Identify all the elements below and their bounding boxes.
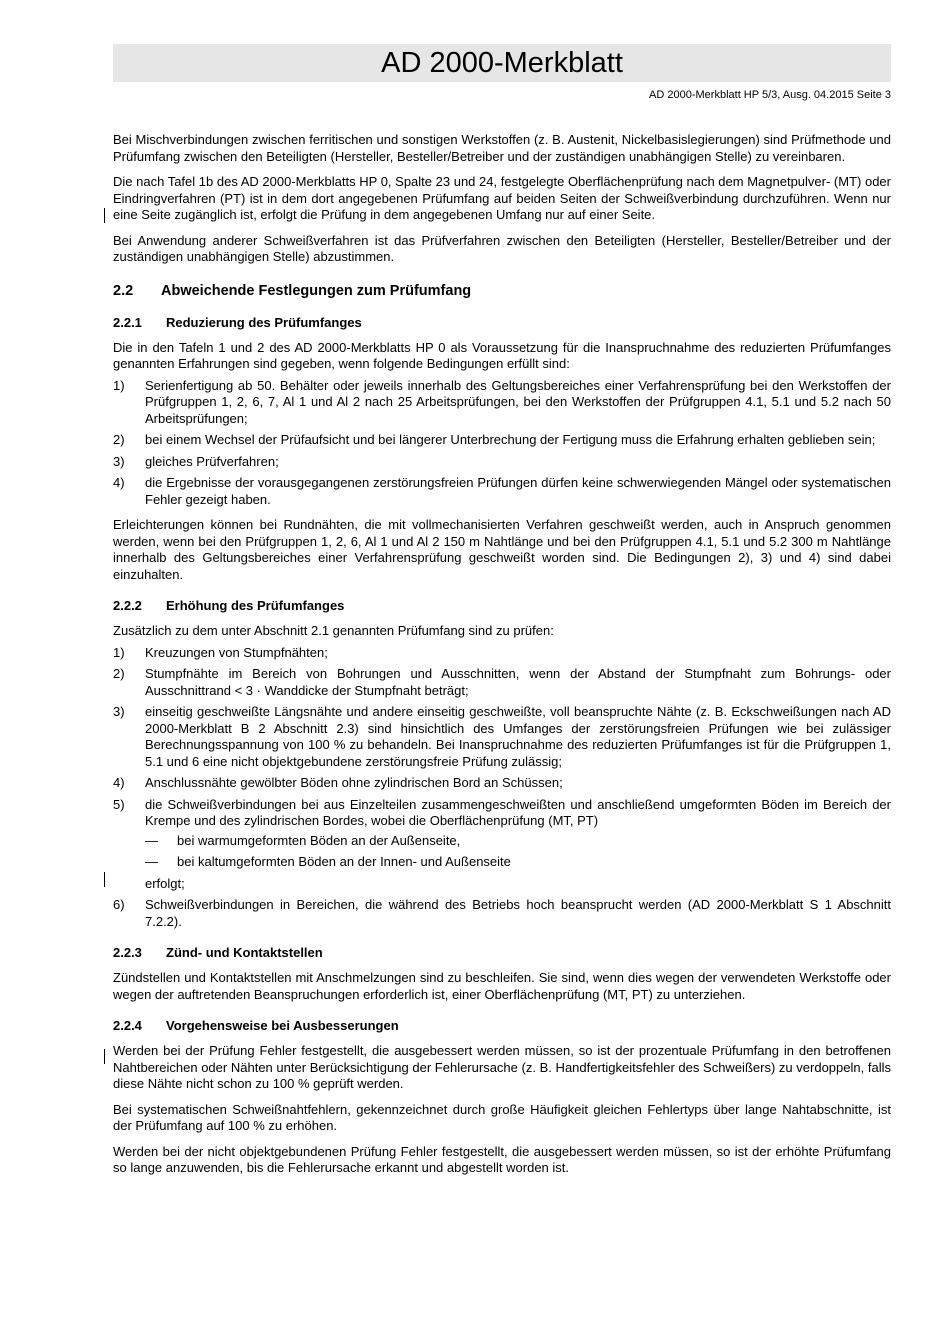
dash-text: bei warmumgeformten Böden an der Außenseite, [177, 832, 461, 848]
item-number: 1) [113, 644, 125, 660]
dash-item [145, 833, 891, 850]
section-title: Reduzierung des Prüfumfanges [166, 314, 362, 330]
section-heading-2-2-1 [113, 315, 891, 331]
section-heading-2-2-3 [113, 945, 891, 961]
list-item [113, 378, 891, 428]
list-item [113, 645, 891, 662]
item-text: einseitig geschweißte Längsnähte und andere einseitig geschweißte, voll beanspruchte Nähte (z. B. Eckschweißungen nach AD 2000-Merkblatt B 2 Abschnitt 2.3) sind hinsichtlich des Umfanges der zerstörungsfreien Prüfungen wie bei zulässiger Berechnungsspannung von 100 % zu behandeln. Bei Inanspruchnahme des reduzierten Prüfumfanges ist für die Prüfgruppen 1, 5.1 und 6 eine nicht objektgebundene zerstörungsfreie Prüfung zulässig; [145, 704, 891, 769]
section-title: Vorgehensweise bei Ausbesserungen [166, 1018, 399, 1033]
paragraph: Zusätzlich zu dem unter Abschnitt 2.1 genannten Prüfumfang sind zu prüfen: [113, 623, 554, 638]
list-item [113, 475, 891, 508]
item-text: die Ergebnisse der vorausgegangenen zerstörungsfreien Prüfungen dürfen keine schwerwiegenden Mängel oder systematischen Fehler gezeigt haben. [145, 475, 891, 507]
list-item [113, 666, 891, 699]
list-item [113, 454, 891, 471]
condition-list [113, 378, 891, 509]
item-number: 2) [113, 432, 125, 447]
dash-marker: — [145, 854, 158, 869]
item-text: die Schweißverbindungen bei aus Einzelteilen zusammengeschweißten und anschließend umgeformten Böden im Bereich der Krempe und des zylindrischen Bordes, wobei die Oberflächenprüfung (MT, PT) [145, 796, 891, 828]
change-bar [104, 1049, 105, 1064]
dash-text: bei kaltumgeformten Böden an der Innen- und Außenseite [177, 854, 511, 869]
section-number: 2.2.2 [113, 598, 142, 613]
item-text: Stumpfnähte im Bereich von Bohrungen und Ausschnitten, wenn der Abstand der Stumpfnaht zum Bohrungs- oder Ausschnittrand < 3 · Wanddicke der Stumpfnaht beträgt; [145, 666, 891, 698]
list-item [113, 897, 891, 930]
list-item [113, 432, 891, 449]
dash-conclusion: erfolgt; [145, 875, 185, 891]
item-number: 5) [113, 796, 125, 812]
item-number: 1) [113, 377, 125, 393]
paragraph: Werden bei der nicht objektgebundenen Prüfung Fehler festgestellt, die ausgebessert werden müssen, so ist der erhöhte Prüfumfang so lange anzuwenden, bis die Fehlerursache erkannt und abgestellt worden ist. [113, 1143, 891, 1175]
item-number: 6) [113, 897, 125, 912]
section-heading-2-2 [113, 282, 891, 300]
paragraph: Zündstellen und Kontaktstellen mit Anschmelzungen sind zu beschleifen. Sie sind, wenn dies wegen der verwendeten Werkstoffe oder wegen der auftretenden Beanspruchungen erforderlich ist, einer Oberflächenprüfung (MT, PT) zu unterziehen. [113, 970, 891, 1002]
item-number: 4) [113, 775, 125, 790]
paragraph: Werden bei der Prüfung Fehler festgestellt, die ausgebessert werden müssen, so ist der prozentuale Prüfumfang in den betroffenen Nahtbereichen oder Nähten unter Berücksichtigung der Fehlerursache (z. B. Handfertigkeitsfehler des Schweißers) zu verdoppeln, falls diese Nähte nicht schon zu 100 % geprüft werden. [113, 1043, 891, 1091]
item-text: gleiches Prüfverfahren; [145, 453, 279, 469]
section-title: Abweichende Festlegungen zum Prüfumfang [161, 282, 472, 299]
item-number: 4) [113, 475, 125, 490]
section-heading-2-2-4 [113, 1018, 891, 1034]
item-text: bei einem Wechsel der Prüfaufsicht und bei längerer Unterbrechung der Fertigung muss die Erfahrung erhalten geblieben sein; [145, 432, 876, 447]
item-text-block [145, 797, 891, 893]
change-bar [104, 208, 105, 223]
list-item [113, 775, 891, 792]
section-number: 2.2.1 [113, 314, 142, 330]
item-number: 3) [113, 453, 125, 469]
item-number: 3) [113, 704, 125, 719]
change-bar [104, 872, 105, 887]
section-heading-2-2-2 [113, 598, 891, 614]
list-item [113, 704, 891, 770]
dash-marker: — [145, 832, 158, 848]
item-text: Schweißverbindungen in Bereichen, die während des Betriebs hoch beansprucht werden (AD 2000-Merkblatt S 1 Abschnitt 7.2.2). [145, 897, 891, 929]
section-number: 2.2 [113, 282, 134, 299]
list-item [113, 797, 891, 893]
paragraph: Die in den Tafeln 1 und 2 des AD 2000-Merkblatts HP 0 als Voraussetzung für die Inanspruchnahme des reduzierten Prüfumfanges genannten Erfahrungen sind gegeben, wenn folgende Bedingungen erfüllt sind: [113, 339, 891, 371]
document-title: AD 2000-Merkblatt [381, 47, 623, 79]
paragraph: Bei Mischverbindungen zwischen ferritischen und sonstigen Werkstoffen (z. B. Austenit, Nickelbasislegierungen) sind Prüfmethode und Prüfumfang zwischen den Beteiligten (Hersteller, Besteller/Betreiber und der zuständigen unabhängigen Stelle) zu vereinbaren. [113, 132, 891, 164]
section-number: 2.2.3 [113, 945, 142, 960]
item-number: 2) [113, 666, 125, 681]
paragraph: Die nach Tafel 1b des AD 2000-Merkblatts HP 0, Spalte 23 und 24, festgelegte Oberflächenprüfung nach dem Magnetpulver- (MT) oder Eindringverfahren (PT) ist in dem dort angegebenen Prüfumfang auf beiden Seiten der Schweißverbindung durchzuführen. Wenn nur eine Seite zugänglich ist, erfolgt die Prüfung in dem angegebenen Umfang nur auf einer Seite. [113, 174, 891, 222]
dash-item [145, 854, 891, 871]
section-title: Zünd- und Kontaktstellen [166, 945, 323, 960]
section-title: Erhöhung des Prüfumfanges [166, 598, 345, 613]
section-number: 2.2.4 [113, 1018, 142, 1033]
inspection-list [113, 645, 891, 931]
paragraph: Bei Anwendung anderer Schweißverfahren ist das Prüfverfahren zwischen den Beteiligten (Hersteller, Besteller/Betreiber und der zuständigen unabhängigen Stelle) abzustimmen. [113, 232, 891, 264]
document-body [113, 132, 891, 1186]
item-text: Kreuzungen von Stumpfnähten; [145, 644, 328, 660]
item-text: Serienfertigung ab 50. Behälter oder jeweils innerhalb des Geltungsbereiches einer Verfahrensprüfung bei den Werkstoffen der Prüfgruppen 1, 2, 6, 7, Al 1 und Al 2 nach 25 Arbeitsprüfungen, bei den Werkstoffen der Prüfgruppen 4.1, 5.1 und 5.2 nach 50 Arbeitsprüfungen; [145, 377, 891, 426]
paragraph: Erleichterungen können bei Rundnähten, die mit vollmechanisierten Verfahren geschweißt werden, auch in Anspruch genommen werden, wenn bei den Prüfgruppen 1, 2, 6, Al 1 und Al 2 150 m Nahtlänge und bei den Prüfgruppen 4.1, 5.1 und 5.2 300 m Nahtlänge innerhalb des Geltungsbereiches einer Verfahrensprüfung geschweißt worden sind. Die Bedingungen 2), 3) und 4) sind dabei einzuhalten. [113, 517, 891, 582]
page-reference: AD 2000-Merkblatt HP 5/3, Ausg. 04.2015 Seite 3 [649, 89, 891, 101]
paragraph: Bei systematischen Schweißnahtfehlern, gekennzeichnet durch große Häufigkeit gleichen Fehlertyps über lange Nahtabschnitte, ist der Prüfumfang auf 100 % zu erhöhen. [113, 1101, 891, 1133]
header-bar [113, 44, 891, 82]
item-text: Anschlussnähte gewölbter Böden ohne zylindrischen Bord an Schüssen; [145, 775, 563, 790]
